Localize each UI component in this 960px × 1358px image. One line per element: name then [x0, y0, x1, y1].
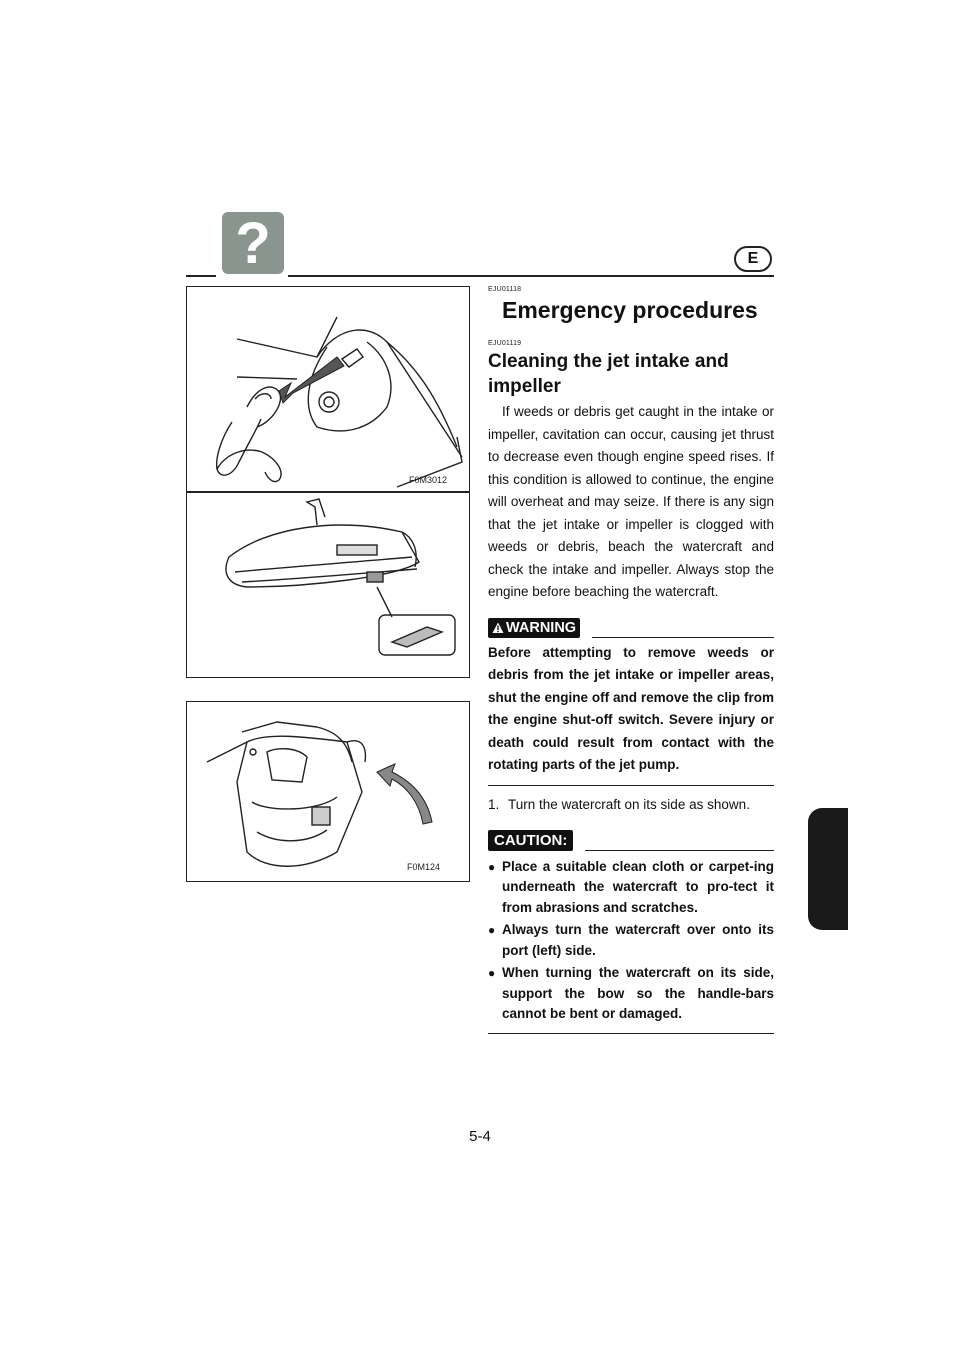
text-column [488, 286, 774, 1034]
warning-triangle-icon [492, 622, 504, 634]
bullet-icon: ● [488, 859, 496, 874]
caution-item-text: When turning the watercraft on its side, support the bow so the handle-bars cannot be bent or damaged. [502, 965, 774, 1021]
page-number: 5-4 [469, 1128, 491, 1145]
warning-badge [488, 618, 580, 638]
header-rule-right [288, 275, 774, 277]
illustration-watercraft-on-side [187, 702, 469, 881]
subsection-code: EJU01119 [488, 340, 522, 347]
caution-item-text: Place a suitable clean cloth or carpet-ing underneath the watercraft to pro-tect it from abrasions and scratches. [502, 858, 774, 915]
list-item [488, 857, 774, 919]
bullet-icon: ● [488, 923, 496, 937]
section-code: EJU01118 [488, 286, 522, 293]
step-number: 1. [488, 796, 500, 812]
question-mark-glyph: ? [235, 210, 271, 276]
figure-code: F0M124 [407, 862, 441, 872]
caution-item-text: Always turn the watercraft over onto its port (left) side. [502, 922, 774, 958]
caution-label: CAUTION: [488, 830, 573, 851]
header-rule-left [186, 275, 216, 277]
caution-heading-rule [585, 850, 774, 851]
caution-end-rule [488, 1033, 774, 1034]
chapter-tab [808, 808, 848, 930]
warning-text: Before attempting to remove weeds or debris from the jet intake or impeller areas, shut the engine off and remove the clip from the engine shut-off switch. Severe injury or death could result from contact with the rotating parts of the jet pump. [488, 644, 774, 772]
step-text: Turn the watercraft on its side as shown. [508, 796, 750, 812]
language-badge: E [734, 246, 772, 272]
question-mark-icon [222, 212, 284, 274]
section-title: Emergency procedures [502, 297, 758, 323]
warning-label: WARNING [506, 619, 577, 636]
list-item [488, 920, 774, 961]
figure-shutoff-and-intake [186, 286, 470, 678]
warning-end-rule [488, 785, 774, 786]
list-item [488, 963, 774, 1025]
warning-heading [488, 618, 774, 638]
step-item [488, 794, 774, 816]
figure-code: F0M3012 [409, 475, 448, 485]
caution-heading [488, 830, 774, 851]
warning-heading-rule [592, 637, 774, 638]
subsection-title: Cleaning the jet intake and impeller [488, 351, 729, 397]
caution-list [488, 857, 774, 1025]
subsection-body: If weeds or debris get caught in the intake or impeller, cavitation can occur, causing jet thrust to decrease even though engine speed rises. If this condition is allowed to continue, the engine will overheat and may seize. If there is any sign that the jet intake or impeller is clogged with weeds or debris, beach the watercraft and check the intake and impeller. Always stop the engine before beaching the watercraft. [488, 404, 774, 599]
bullet-icon: ● [488, 966, 496, 980]
figure-watercraft-on-side [186, 701, 470, 882]
figure-divider [187, 491, 469, 493]
